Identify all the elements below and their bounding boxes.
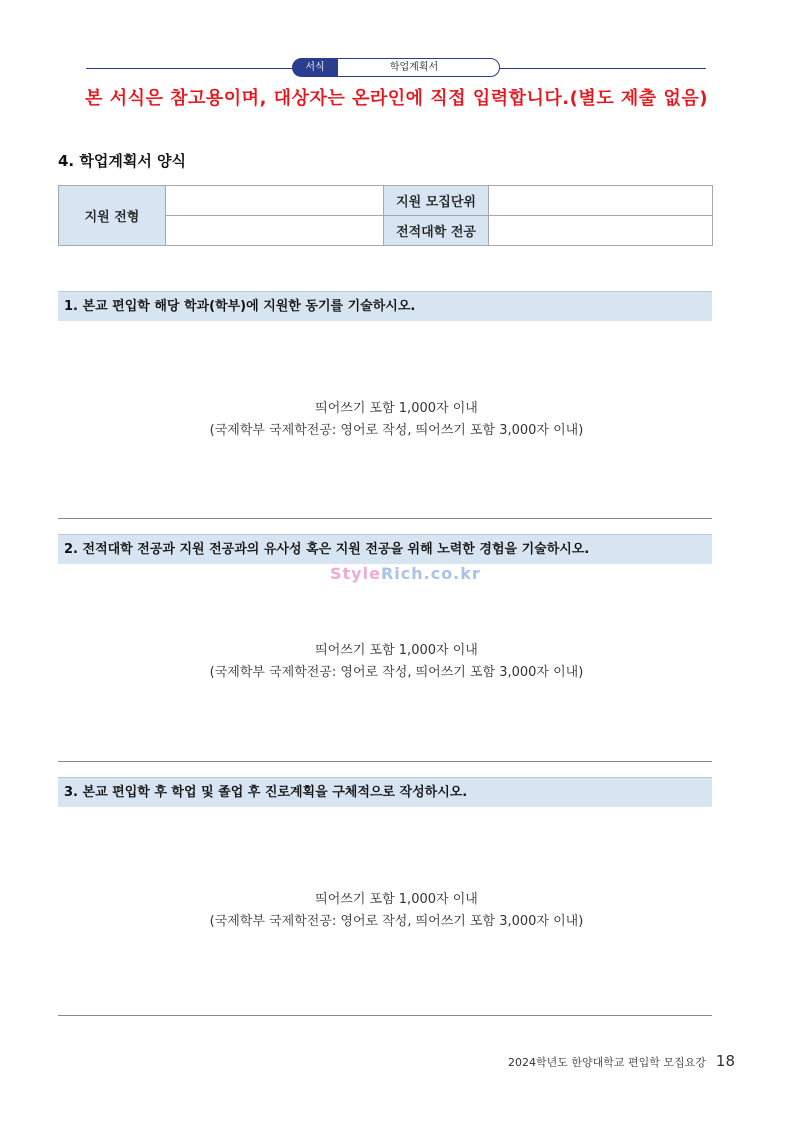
question-2-title: 2. 전적대학 전공과 지원 전공과의 유사성 혹은 지원 전공을 위해 노력한 경험을 기술하시오. xyxy=(58,534,712,564)
question-2-limit-note: (국제학부 국제학전공: 영어로 작성, 띄어쓰기 포함 3,000자 이내) xyxy=(209,665,584,680)
apply-type-field-2[interactable] xyxy=(166,216,384,246)
question-3-limit-note: (국제학부 국제학전공: 영어로 작성, 띄어쓰기 포함 3,000자 이내) xyxy=(209,914,584,929)
question-1-limit-note: (국제학부 국제학전공: 영어로 작성, 띄어쓰기 포함 3,000자 이내) xyxy=(209,423,584,438)
applicant-info-table xyxy=(58,185,713,246)
watermark-part2: Rich xyxy=(380,564,424,583)
question-3-limit: 띄어쓰기 포함 1,000자 이내 xyxy=(315,892,478,907)
form-tag: 서식 xyxy=(292,58,338,77)
apply-type-label: 지원 전형 xyxy=(59,186,166,246)
section-title: 4. 학업계획서 양식 xyxy=(58,152,187,170)
prev-major-field[interactable] xyxy=(489,216,713,246)
question-1-title: 1. 본교 편입학 해당 학과(학부)에 지원한 동기를 기술하시오. xyxy=(58,291,712,321)
footer-text: 2024학년도 한양대학교 편입학 모집요강 xyxy=(508,1056,706,1069)
question-1-limit: 띄어쓰기 포함 1,000자 이내 xyxy=(315,401,478,416)
notice-text: 본 서식은 참고용이며, 대상자는 온라인에 직접 입력합니다.(별도 제출 없음) xyxy=(85,88,708,109)
form-name: 학업계획서 xyxy=(328,58,500,77)
question-3-answer-rule[interactable] xyxy=(58,1015,712,1016)
page-number: 18 xyxy=(715,1052,735,1070)
question-2-limit: 띄어쓰기 포함 1,000자 이내 xyxy=(315,643,478,658)
unit-label: 지원 모집단위 xyxy=(384,186,489,216)
apply-type-field-1[interactable] xyxy=(166,186,384,216)
unit-field[interactable] xyxy=(489,186,713,216)
question-2-answer-rule[interactable] xyxy=(58,761,712,762)
question-3-title: 3. 본교 편입학 후 학업 및 졸업 후 진로계획을 구체적으로 작성하시오. xyxy=(58,777,712,807)
form-header xyxy=(292,58,500,77)
page-footer xyxy=(508,1052,735,1070)
question-1-answer-rule[interactable] xyxy=(58,518,712,519)
watermark-part1: Style xyxy=(330,564,381,583)
watermark-part3: .co.kr xyxy=(423,564,481,583)
watermark xyxy=(330,564,481,583)
prev-major-label: 전적대학 전공 xyxy=(384,216,489,246)
